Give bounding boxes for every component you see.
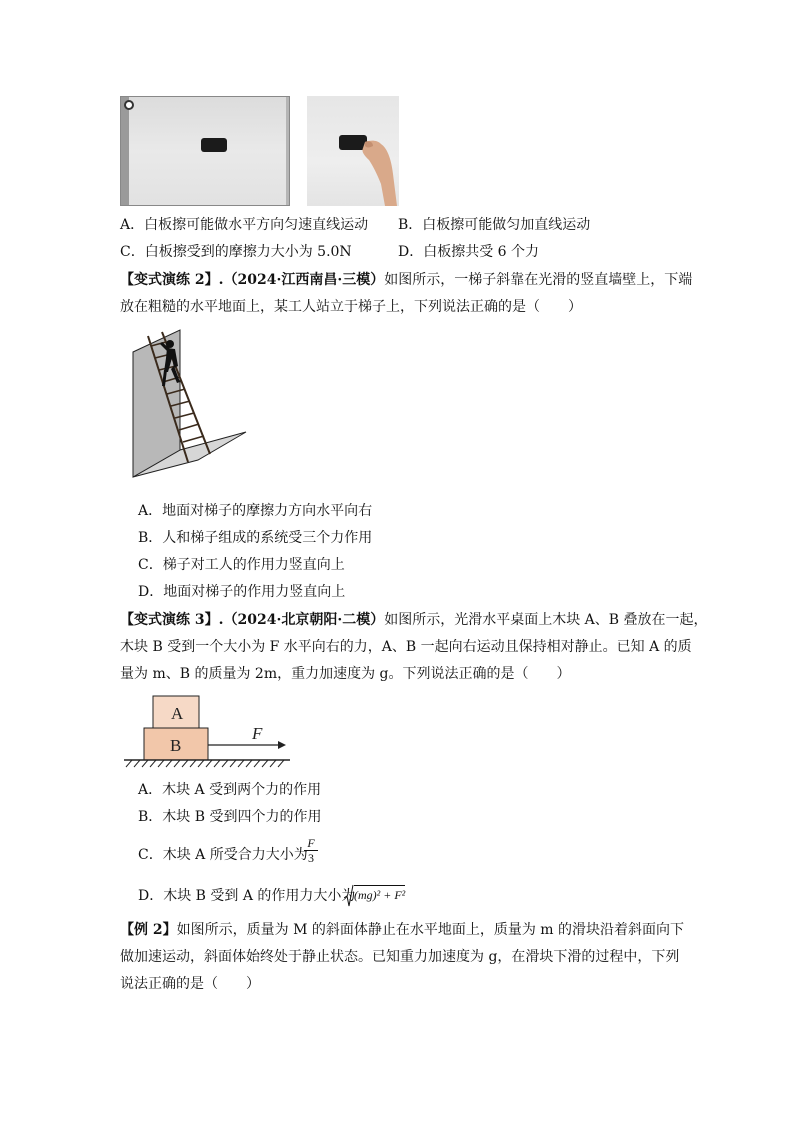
ladder-wall-diagram	[118, 322, 253, 482]
ex3-stem-line2: 木块 B 受到一个大小为 F 水平向右的力，A、B 一起向右运动且保持相对静止。已知 A 的质	[120, 639, 692, 655]
ex2-option-b: B．人和梯子组成的系统受三个力作用	[138, 530, 373, 546]
hand-icon	[307, 96, 399, 206]
block-a-label: A	[171, 704, 184, 723]
ex3-stem-line3: 量为 m、B 的质量为 2m，重力加速度为 g。下列说法正确的是（ ）	[120, 666, 571, 682]
q1-option-c: C．白板擦受到的摩擦力大小为 5.0N	[120, 244, 352, 260]
block-b-label: B	[170, 736, 182, 755]
ex2-text-1: 如图所示，一梯子斜靠在光滑的竖直墙壁上，下端	[384, 272, 693, 288]
eraser-block	[201, 138, 227, 152]
whiteboard-frame-right	[286, 97, 289, 205]
ex3-tag: 【变式演练 3】	[120, 612, 219, 628]
sqrt-sign-icon	[344, 884, 354, 908]
q1-option-a: A．白板擦可能做水平方向匀速直线运动	[120, 217, 369, 233]
whiteboard-ring-icon	[124, 100, 134, 110]
force-label: F	[252, 724, 263, 743]
ex4-stem-line2: 做加速运动，斜面体始终处于静止状态。已知重力加速度为 g，在滑块下滑的过程中，下列	[120, 949, 680, 965]
ex2-option-a: A．地面对梯子的摩擦力方向水平向右	[138, 503, 373, 519]
fraction-f-over-3	[304, 836, 318, 865]
ex4-text-1: 如图所示，质量为 M 的斜面体静止在水平地面上，质量为 m 的滑块沿着斜面向下	[176, 922, 685, 938]
ex3-option-d	[138, 886, 355, 906]
ex2-tag: 【变式演练 2】	[120, 272, 219, 288]
ex2-stem-line2: 放在粗糙的水平地面上，某工人站立于梯子上，下列说法正确的是（ ）	[120, 299, 582, 315]
q1-option-d: D．白板擦共受 6 个力	[398, 244, 540, 260]
ex2-stem-line1	[120, 270, 692, 290]
ex4-stem-line1	[120, 920, 684, 940]
ex2-source: .（2024·江西南昌·三模）	[218, 272, 385, 288]
ex3-option-b: B．木块 B 受到四个力的作用	[138, 809, 322, 825]
ex3-stem-line1	[120, 610, 708, 630]
ex3-option-a: A．木块 A 受到两个力的作用	[138, 782, 322, 798]
blocks-diagram	[122, 692, 292, 772]
ex3-option-c	[138, 845, 308, 865]
ex3-source: .（2024·北京朝阳·二模）	[218, 612, 385, 628]
whiteboard-photo-2	[307, 96, 399, 206]
q1-option-b: B．白板擦可能做匀加直线运动	[398, 217, 591, 233]
fraction-numerator: F	[304, 836, 318, 851]
fraction-denominator: 3	[308, 851, 314, 865]
whiteboard-frame-left	[121, 97, 129, 205]
whiteboard-photo-1	[120, 96, 290, 206]
ex4-stem-line3: 说法正确的是（ ）	[120, 976, 260, 992]
ex2-option-c: C．梯子对工人的作用力竖直向上	[138, 557, 345, 573]
ex3-option-d-text: D．木块 B 受到 A 的作用力大小为	[138, 888, 356, 904]
ex3-option-c-text: C．木块 A 所受合力大小为	[138, 847, 308, 863]
sqrt-radicand: (mg)² + F²	[354, 885, 405, 903]
ex2-option-d: D．地面对梯子的作用力竖直向上	[138, 584, 346, 600]
ex4-tag: 【例 2】	[120, 922, 177, 938]
ex3-text-1: 如图所示，光滑水平桌面上木块 A、B 叠放在一起，	[384, 612, 708, 628]
